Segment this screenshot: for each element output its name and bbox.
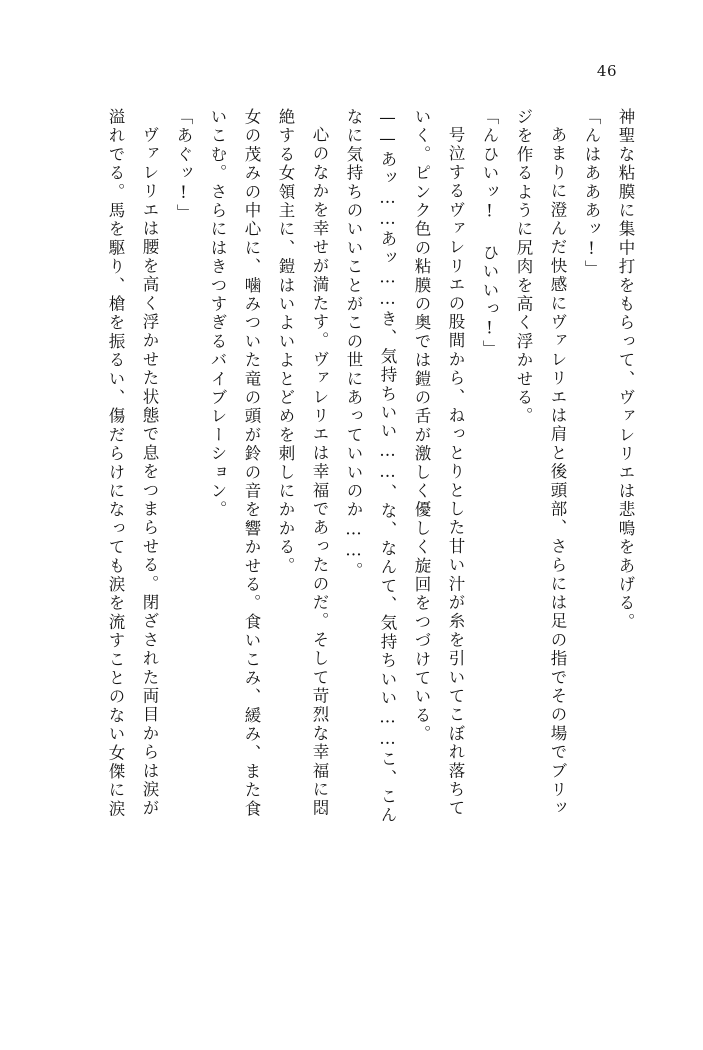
body-text-block (52, 108, 633, 988)
text-line: なに気持ちのいいことがこの世にあっていいのか……。 (344, 108, 363, 581)
text-line: ヴァレリエは腰を高く浮かせた状態で息をつまらせる。閉ざされた両目からは涙が (140, 126, 159, 818)
text-line: あまりに澄んだ快感にヴァレリエは肩と後頭部、さらには足の指でその場でブリッ (548, 126, 567, 818)
text-line: 神聖な粘膜に集中打をもらって、ヴァレリエは悲鳴をあげる。 (616, 108, 635, 632)
page-number: 46 (596, 62, 617, 80)
text-line: いく。ピンク色の粘膜の奥では鎧の舌が激しく優しく旋回をつづけている。 (412, 108, 431, 744)
text-line: ——あッ……あッ……き、気持ちいい……、な、なんて、気持ちいい……こ、こん (378, 108, 397, 825)
text-line: 「あぐッ!」 (174, 108, 193, 223)
text-line: 「んはあああッ!」 (582, 108, 601, 279)
text-line: 心のなかを幸せが満たす。ヴァレリエは幸福であったのだ。そして苛烈な幸福に悶 (310, 126, 329, 818)
text-line: 溢れでる。馬を駆り、槍を振るい、傷だらけになっても涙を流すことのない女傑に涙 (106, 108, 125, 819)
text-line: 「んひいッ! ひいいっ!」 (480, 108, 499, 359)
text-line: 女の茂みの中心に、噛みついた竜の頭が鈴の音を響かせる。食いこみ、緩み、また食 (242, 108, 261, 819)
text-line: いこむ。さらにはきつすぎるバイブレーション。 (208, 108, 227, 520)
text-line: 号泣するヴァレリエの股間から、ねっとりとした甘い汁が糸を引いてこぼれ落ちて (446, 126, 465, 818)
text-line: 絶する女領主に、鎧はいよいよとどめを刺しにかかる。 (276, 108, 295, 576)
text-line: ジを作るように尻肉を高く浮かせる。 (514, 108, 533, 426)
